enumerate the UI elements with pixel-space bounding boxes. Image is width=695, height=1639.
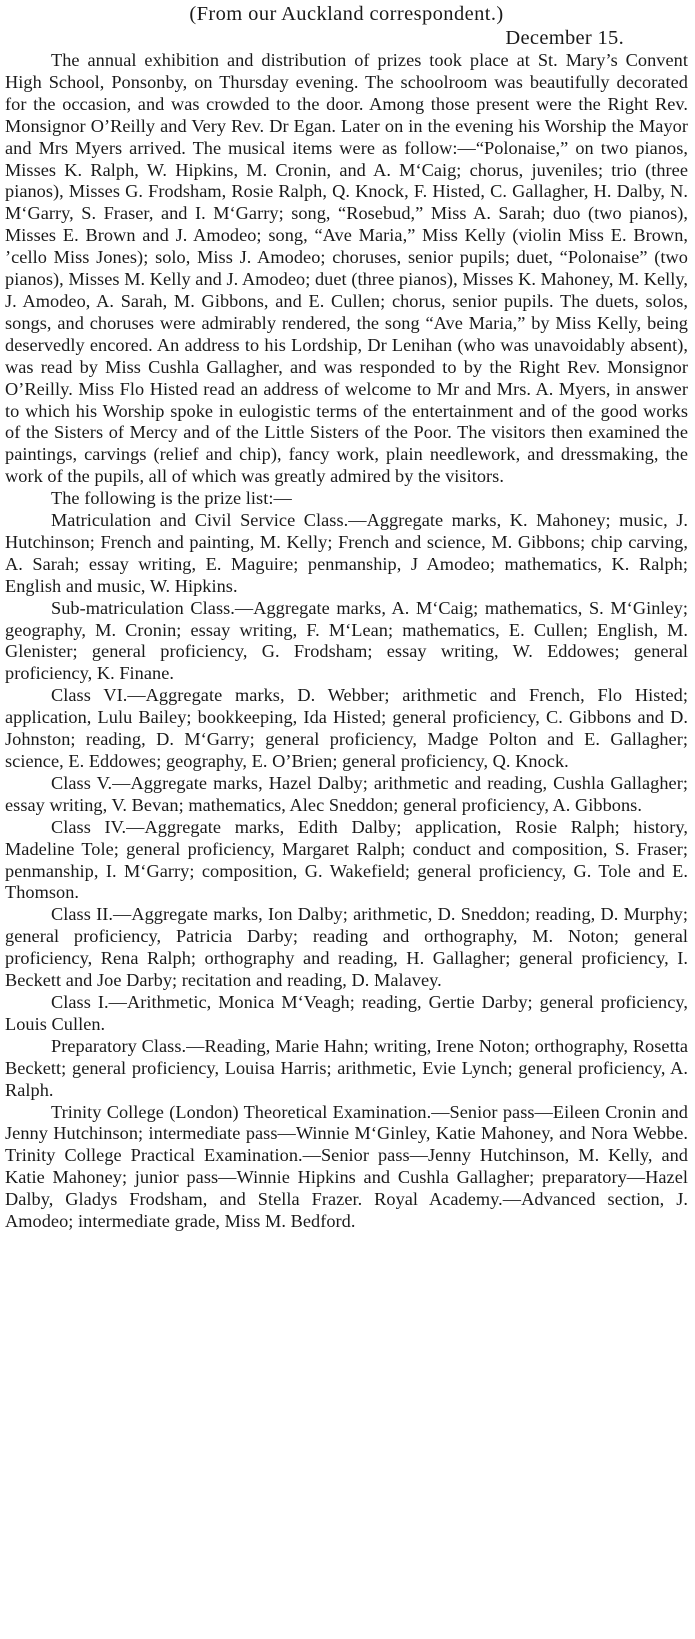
- paragraph-class-iv: Class IV.—Aggregate marks, Edith Dalby; application, Rosie Ralph; history, Madeline Tole; general proficiency, Margaret Ralph; conduct and composition, S. Fraser; penmanship, I. M‘Garry; composition, G. Wakefield; general proficiency, G. Tole and E. Thomson.: [5, 816, 688, 903]
- news-column: [5, 2, 688, 1233]
- paragraph-class-ii: Class II.—Aggregate marks, Ion Dalby; arithmetic, D. Sneddon; reading, D. Murphy; general proficiency, Patricia Darby; reading and orthography, M. Noton; general proficiency, Rena Ralph; orthography and reading, H. Gallagher; general proficiency, I. Beckett and Joe Darby; recitation and reading, D. Malavey.: [5, 904, 688, 991]
- paragraph-sub-matriculation-class: Sub-matriculation Class.—Aggregate marks, A. M‘Caig; mathematics, S. M‘Ginley; geography, M. Cronin; essay writing, F. M‘Lean; mathematics, E. Cullen; English, M. Glenister; general proficiency, G. Frodsham; essay writing, W. Eddowes; general proficiency, K. Finane.: [5, 597, 688, 684]
- paragraph-intro: The annual exhibition and distribution of prizes took place at St. Mary’s Convent High School, Ponsonby, on Thursday evening. The schoolroom was beautifully decorated for the occasion, and was crowded to the door. Among those present were the Right Rev. Monsignor O’Reilly and Very Rev. Dr Egan. Later on in the evening his Worship the Mayor and Mrs Myers arrived. The musical items were as follow:—“Polonaise,” on two pianos, Misses K. Ralph, W. Hipkins, M. Cronin, and A. M‘Caig; chorus, juveniles; trio (three pianos), Misses G. Frodsham, Rosie Ralph, Q. Knock, F. Histed, C. Gallagher, H. Dalby, N. M‘Garry, S. Fraser, and I. M‘Garry; song, “Rosebud,” Miss A. Sarah; duo (two pianos), Misses E. Brown and J. Amodeo; song, “Ave Maria,” Miss Kelly (violin Miss E. Brown, ’cello Miss Jones); solo, Miss J. Amodeo; choruses, senior pupils; duet, “Polonaise” (two pianos), Misses M. Kelly and J. Amodeo; duet (three pianos), Misses K. Mahoney, M. Kelly, J. Amodeo, A. Sarah, M. Gibbons, and E. Cullen; chorus, senior pupils. The duets, solos, songs, and choruses were admirably rendered, the song “Ave Maria,” by Miss Kelly, being deservedly encored. An address to his Lordship, Dr Lenihan (who was unavoidably absent), was read by Miss Cushla Gallagher, and was responded to by the Right Rev. Monsignor O’Reilly. Miss Flo Histed read an address of welcome to Mr and Mrs. A. Myers, in answer to which his Worship spoke in eulogistic terms of the entertainment and of the good works of the Sisters of Mercy and of the Little Sisters of the Poor. The visitors then examined the paintings, carvings (relief and chip), fancy work, plain needlework, and dressmaking, the work of the pupils, all of which was greatly admired by the visitors.: [5, 50, 688, 487]
- paragraph-prize-list-intro: The following is the prize list:—: [51, 488, 292, 509]
- paragraph-class-vi: Class VI.—Aggregate marks, D. Webber; arithmetic and French, Flo Histed; application, Lulu Bailey; bookkeeping, Ida Histed; general proficiency, C. Gibbons and D. Johnston; reading, D. M‘Garry; general proficiency, Madge Polton and E. Gallagher; science, E. Eddowes; geography, E. O’Brien; general proficiency, Q. Knock.: [5, 685, 688, 771]
- correspondent-line: (From our Auckland correspondent.): [189, 3, 504, 25]
- dateline: December 15.: [505, 27, 624, 49]
- paragraph-class-v: Class V.—Aggregate marks, Hazel Dalby; arithmetic and reading, Cushla Gallagher; essay writing, V. Bevan; mathematics, Alec Sneddon; general proficiency, A. Gibbons.: [5, 772, 688, 815]
- article-body: [5, 50, 688, 1233]
- paragraph-trinity-college: Trinity College (London) Theoretical Examination.—Senior pass—Eileen Cronin and Jenny Hutchinson; intermediate pass—Winnie M‘Ginley, Katie Mahoney, and Nora Webbe. Trinity College Practical Examination.—Senior pass—Jenny Hutchinson, M. Kelly, and Katie Mahoney; junior pass—Winnie Hipkins and Cushla Gallagher; preparatory—Hazel Dalby, Gladys Frodsham, and Stella Frazer. Royal Academy.—Advanced section, J. Amodeo; intermediate grade, Miss M. Bedford.: [5, 1101, 688, 1232]
- paragraph-matriculation-class: Matriculation and Civil Service Class.—Aggregate marks, K. Mahoney; music, J. Hutchinson; French and painting, M. Kelly; French and science, M. Gibbons; chip carving, A. Sarah; essay writing, E. Maguire; penmanship, J Amodeo; mathematics, K. Ralph; English and music, W. Hipkins.: [5, 510, 688, 596]
- paragraph-preparatory-class: Preparatory Class.—Reading, Marie Hahn; writing, Irene Noton; orthography, Rosetta Beckett; general proficiency, Louisa Harris; arithmetic, Evie Lynch; general proficiency, A. Ralph.: [5, 1035, 688, 1100]
- paragraph-class-i: Class I.—Arithmetic, Monica M‘Veagh; reading, Gertie Darby; general proficiency, Louis Cullen.: [5, 991, 688, 1034]
